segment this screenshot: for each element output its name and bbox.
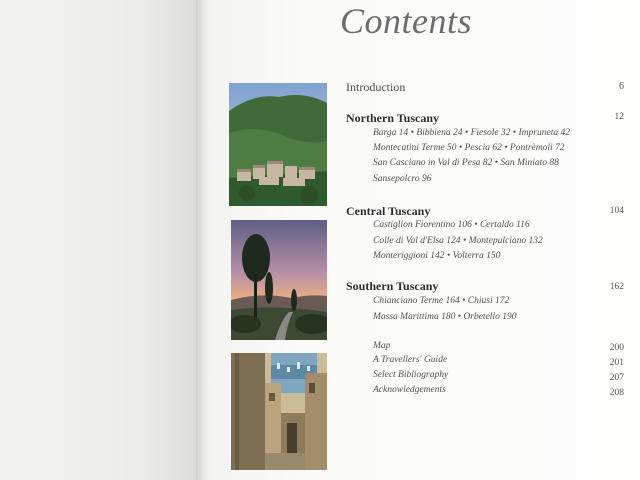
toc-entry-line[interactable]: Montecatini Terme 50 • Pescia 62 • Pontrèmoli 72 [373, 143, 565, 153]
toc-section-southern-tuscany[interactable]: Southern Tuscany [346, 279, 439, 293]
toc-entry-line[interactable]: Colle di Val d'Elsa 124 • Montepulciano 132 [373, 236, 543, 246]
toc-entry-line[interactable]: Castiglion Fiorentino 106 • Certaldo 116 [373, 220, 530, 230]
toc-select-bibliography[interactable]: Select Bibliography [373, 370, 449, 380]
toc-travellers-guide-page: 201 [609, 358, 624, 368]
harbour-alley-photo [231, 353, 327, 470]
toc-map-page: 200 [609, 343, 624, 353]
toc-introduction-label: Introduction [346, 80, 406, 94]
toc-entry-line[interactable]: San Casciano in Val di Pesa 82 • San Miniato 88 [373, 158, 559, 168]
hill-town-photo [229, 83, 327, 206]
cypress-sunset-photo [231, 220, 327, 340]
page-title: Contents [340, 1, 473, 41]
toc-map[interactable]: Map [373, 341, 391, 351]
toc-section-page: 162 [609, 282, 624, 292]
left-page [0, 0, 200, 480]
table-of-contents [346, 0, 630, 480]
toc-entry-line[interactable]: Barga 14 • Bibbiena 24 • Fiesole 32 • Impruneta 42 [373, 128, 570, 138]
toc-entry-line[interactable]: Sansepolcro 96 [373, 174, 432, 184]
toc-section-central-tuscany[interactable]: Central Tuscany [346, 204, 431, 218]
toc-acknowledgements-page: 208 [609, 388, 624, 398]
toc-acknowledgements[interactable]: Acknowledgements [373, 385, 446, 395]
toc-select-bibliography-page: 207 [609, 373, 624, 383]
toc-section-page: 104 [609, 206, 624, 216]
toc-entry-line[interactable]: Chianciano Terme 164 • Chiusi 172 [373, 296, 510, 306]
toc-entry-line[interactable]: Massa Marittima 180 • Orbetello 190 [373, 312, 517, 322]
toc-introduction[interactable] [346, 80, 405, 95]
toc-section-page: 12 [614, 112, 624, 122]
toc-introduction-page: 6 [619, 81, 624, 92]
toc-entry-line[interactable]: Monteriggioni 142 • Volterra 150 [373, 251, 501, 261]
toc-section-northern-tuscany[interactable]: Northern Tuscany [346, 111, 440, 125]
toc-travellers-guide[interactable]: A Travellers' Guide [373, 355, 448, 365]
